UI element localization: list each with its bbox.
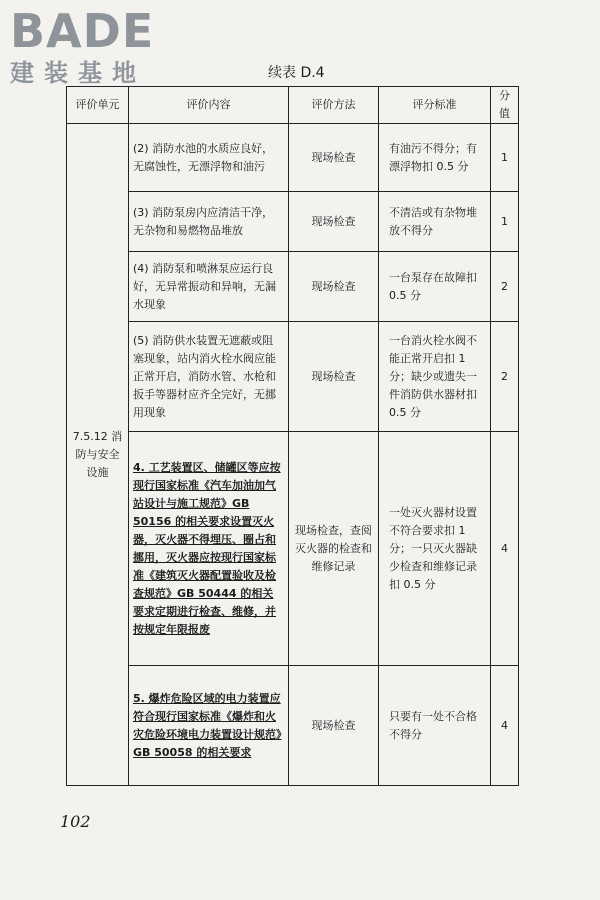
row-criteria: 一台消火栓水阀不能正常开启扣 1 分；缺少或遗失一件消防供水器材扣 0.5 分 [379,322,491,432]
row-content: 4. 工艺装置区、储罐区等应按现行国家标准《汽车加油加气站设计与施工规范》GB 50156 的相关要求设置灭火器，灭火器不得埋压、圈占和挪用，灭火器应按现行国家标准《建筑灭火器配置验收及检查规范》GB 50444 的相关要求定期进行检查、维修，并按规定年限报废 [129,432,289,666]
evaluation-table [66,86,519,786]
row-criteria: 有油污不得分；有漂浮物扣 0.5 分 [379,124,491,192]
header-score: 分值 [491,87,519,124]
row-method: 现场检查 [289,666,379,786]
row-criteria: 一台泵存在故障扣 0.5 分 [379,252,491,322]
row-score: 2 [491,252,519,322]
header-method: 评价方法 [289,87,379,124]
table-row [67,322,519,432]
row-method: 现场检查 [289,322,379,432]
header-criteria: 评分标准 [379,87,491,124]
row-content: (3) 消防泵房内应清洁干净，无杂物和易燃物品堆放 [129,192,289,252]
table-row [67,252,519,322]
row-content: 5. 爆炸危险区域的电力装置应符合现行国家标准《爆炸和火灾危险环境电力装置设计规范》GB 50058 的相关要求 [129,666,289,786]
header-row [67,87,519,124]
row-method: 现场检查 [289,124,379,192]
page-number: 102 [60,812,91,831]
row-score: 1 [491,124,519,192]
row-score: 1 [491,192,519,252]
table-row [67,192,519,252]
row-score: 4 [491,432,519,666]
brand-logo [10,6,180,92]
row-method: 现场检查，查阅灭火器的检查和维修记录 [289,432,379,666]
row-content: (2) 消防水池的水质应良好，无腐蚀性，无漂浮物和油污 [129,124,289,192]
row-score: 4 [491,666,519,786]
row-score: 2 [491,322,519,432]
table-row [67,432,519,666]
table-title: 续表 D.4 [268,65,325,81]
row-content: (4) 消防泵和喷淋泵应运行良好，无异常振动和异响，无漏水现象 [129,252,289,322]
row-criteria: 不清洁或有杂物堆放不得分 [379,192,491,252]
row-criteria: 只要有一处不合格不得分 [379,666,491,786]
row-content: (5) 消防供水装置无遮蔽或阻塞现象，站内消火栓水阀应能正常开启，消防水管、水枪和扳手等器材应齐全完好，无挪用现象 [129,322,289,432]
header-unit: 评价单元 [67,87,129,124]
table-row [67,124,519,192]
row-method: 现场检查 [289,252,379,322]
row-criteria: 一处灭火器材设置不符合要求扣 1 分；一只灭火器缺少检查和维修记录扣 0.5 分 [379,432,491,666]
logo-wordmark: BADE [10,4,155,58]
row-method: 现场检查 [289,192,379,252]
table-row [67,666,519,786]
evaluation-unit: 7.5.12 消防与安全设施 [67,124,129,786]
logo-subtitle: 建装基地 [10,59,146,87]
header-content: 评价内容 [129,87,289,124]
